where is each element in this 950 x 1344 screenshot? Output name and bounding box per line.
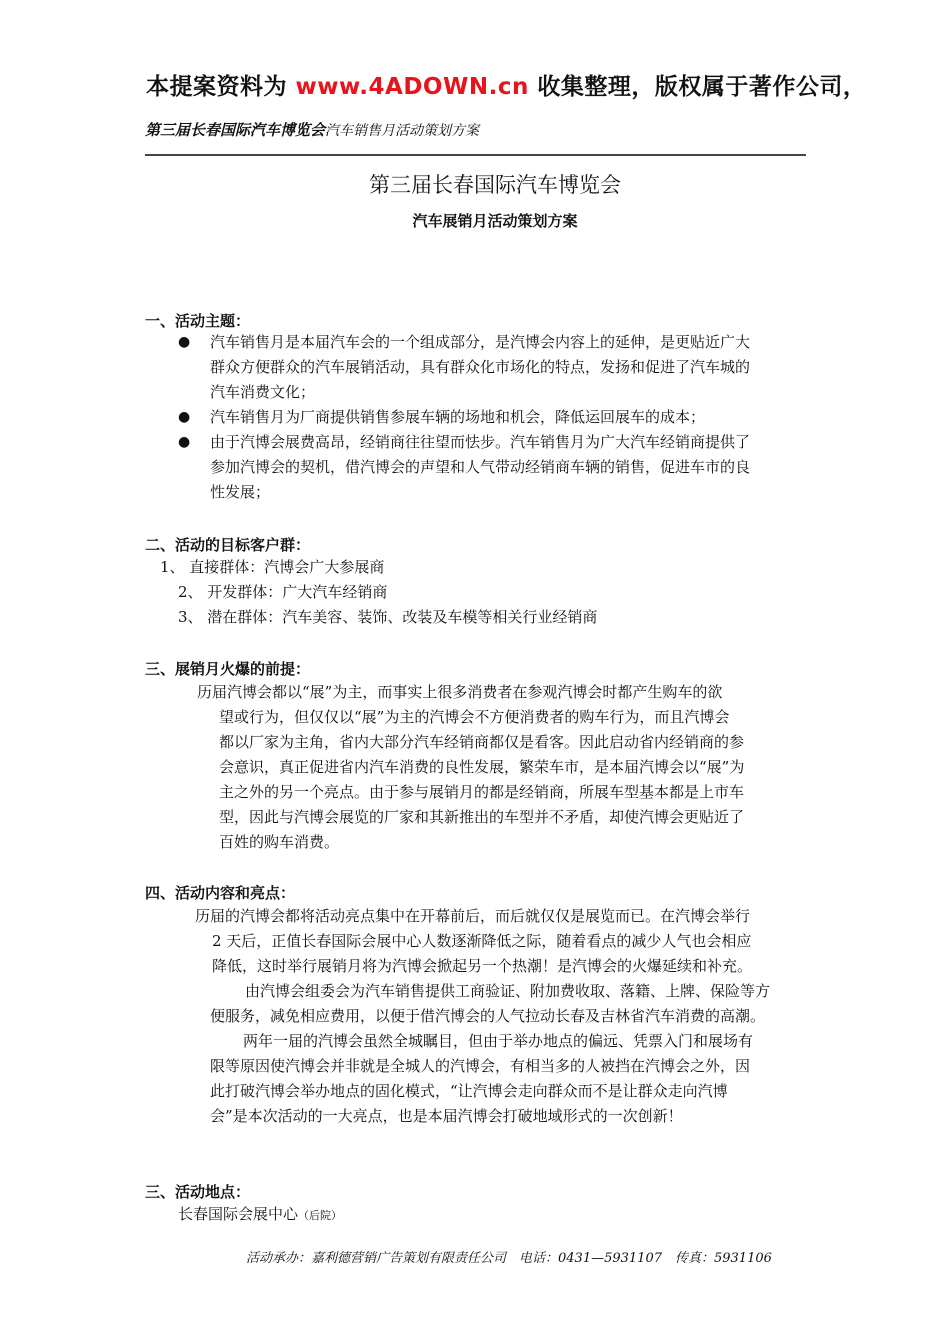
bullet-icon: ● <box>178 334 191 350</box>
text-line: 望或行为，但仅仅以“展”为主的汽博会不方便消费者的购车行为，而且汽博会 <box>219 708 730 726</box>
text-line: 主之外的另一个亮点。由于参与展销月的都是经销商，所展车型基本都是上市车 <box>219 783 745 801</box>
venue: 长春国际会展中心（后院） <box>178 1205 343 1223</box>
text-line: 历届汽博会都以“展”为主，而事实上很多消费者在参观汽博会时都产生购车的欲 <box>197 683 723 701</box>
text-line: 性发展； <box>210 483 271 501</box>
text-line: 型，因此与汽博会展览的厂家和其新推出的车型并不矛盾，却使汽博会更贴近了 <box>219 808 745 826</box>
text-line: 2 天后，正值长春国际会展中心人数逐渐降低之际，随着看点的减少人气也会相应 <box>212 932 752 950</box>
text-line: 百姓的购车消费。 <box>219 833 340 851</box>
section-heading: 三、活动地点： <box>145 1183 251 1201</box>
list-item: 2、 开发群体：广大汽车经销商 <box>178 583 388 601</box>
text-line: 汽车销售月为厂商提供销售参展车辆的场地和机会，降低运回展车的成本； <box>210 408 706 426</box>
document-subtitle: 汽车展销月活动策划方案 <box>412 212 578 230</box>
text-line: 会”是本次活动的一大亮点，也是本届汽博会打破地域形式的一次创新！ <box>210 1107 683 1125</box>
text-line: 两年一届的汽博会虽然全城瞩目，但由于举办地点的偏远、凭票入门和展场有 <box>243 1032 754 1050</box>
header-rule <box>145 154 806 156</box>
list-item: 3、 潜在群体：汽车美容、装饰、改装及车模等相关行业经销商 <box>178 608 598 626</box>
text-line: 汽车销售月是本届汽车会的一个组成部分，是汽博会内容上的延伸，是更贴近广大 <box>210 333 751 351</box>
text-line: 参加汽博会的契机，借汽博会的声望和人气带动经销商车辆的销售，促进车市的良 <box>210 458 751 476</box>
list-item: 1、 直接群体：汽博会广大参展商 <box>160 558 385 576</box>
running-header: 第三届长春国际汽车博览会汽车销售月活动策划方案 <box>145 121 480 139</box>
text-line: 降低，这时举行展销月将为汽博会掀起另一个热潮！是汽博会的火爆延续和补充。 <box>212 957 753 975</box>
text-line: 群众方便群众的汽车展销活动，具有群众化市场化的特点，发扬和促进了汽车城的 <box>210 358 751 376</box>
text-line: 便服务，减免相应费用，以便于借汽博会的人气拉动长春及吉林省汽车消费的高潮。 <box>210 1007 766 1025</box>
section-heading: 三、展销月火爆的前提： <box>145 660 311 678</box>
bullet-icon: ● <box>178 434 191 450</box>
text-line: 由于汽博会展费高昂，经销商往往望而怯步。汽车销售月为广大汽车经销商提供了 <box>210 433 751 451</box>
text-line: 会意识，真正促进省内汽车消费的良性发展，繁荣车市，是本届汽博会以“展”为 <box>219 758 745 776</box>
document-title: 第三届长春国际汽车博览会 <box>369 173 621 197</box>
section-heading: 一、活动主题： <box>145 312 251 330</box>
text-line: 限等原因使汽博会并非就是全城人的汽博会，有相当多的人被挡在汽博会之外，因 <box>210 1057 751 1075</box>
footer-contact: 活动承办：嘉利德营销广告策划有限责任公司 电话：0431—5931107 传真：5931106 <box>246 1251 772 1266</box>
section-heading: 二、活动的目标客户群： <box>145 536 311 554</box>
text-line: 都以厂家为主角，省内大部分汽车经销商都仅是看客。因此启动省内经销商的参 <box>219 733 745 751</box>
text-line: 历届的汽博会都将活动亮点集中在开幕前后，而后就仅仅是展览而已。在汽博会举行 <box>195 907 751 925</box>
source-banner: 本提案资料为 www.4ADOWN.cn 收集整理，版权属于著作公司， <box>146 74 867 100</box>
text-line: 汽车消费文化； <box>210 383 316 401</box>
text-line: 由汽博会组委会为汽车销售提供工商验证、附加费收取、落籍、上牌、保险等方 <box>245 982 771 1000</box>
section-heading: 四、活动内容和亮点： <box>145 884 296 902</box>
source-link[interactable]: www.4ADOWN.cn <box>295 74 529 100</box>
text-line: 此打破汽博会举办地点的固化模式，“让汽博会走向群众而不是让群众走向汽博 <box>210 1082 728 1100</box>
bullet-icon: ● <box>178 409 191 425</box>
